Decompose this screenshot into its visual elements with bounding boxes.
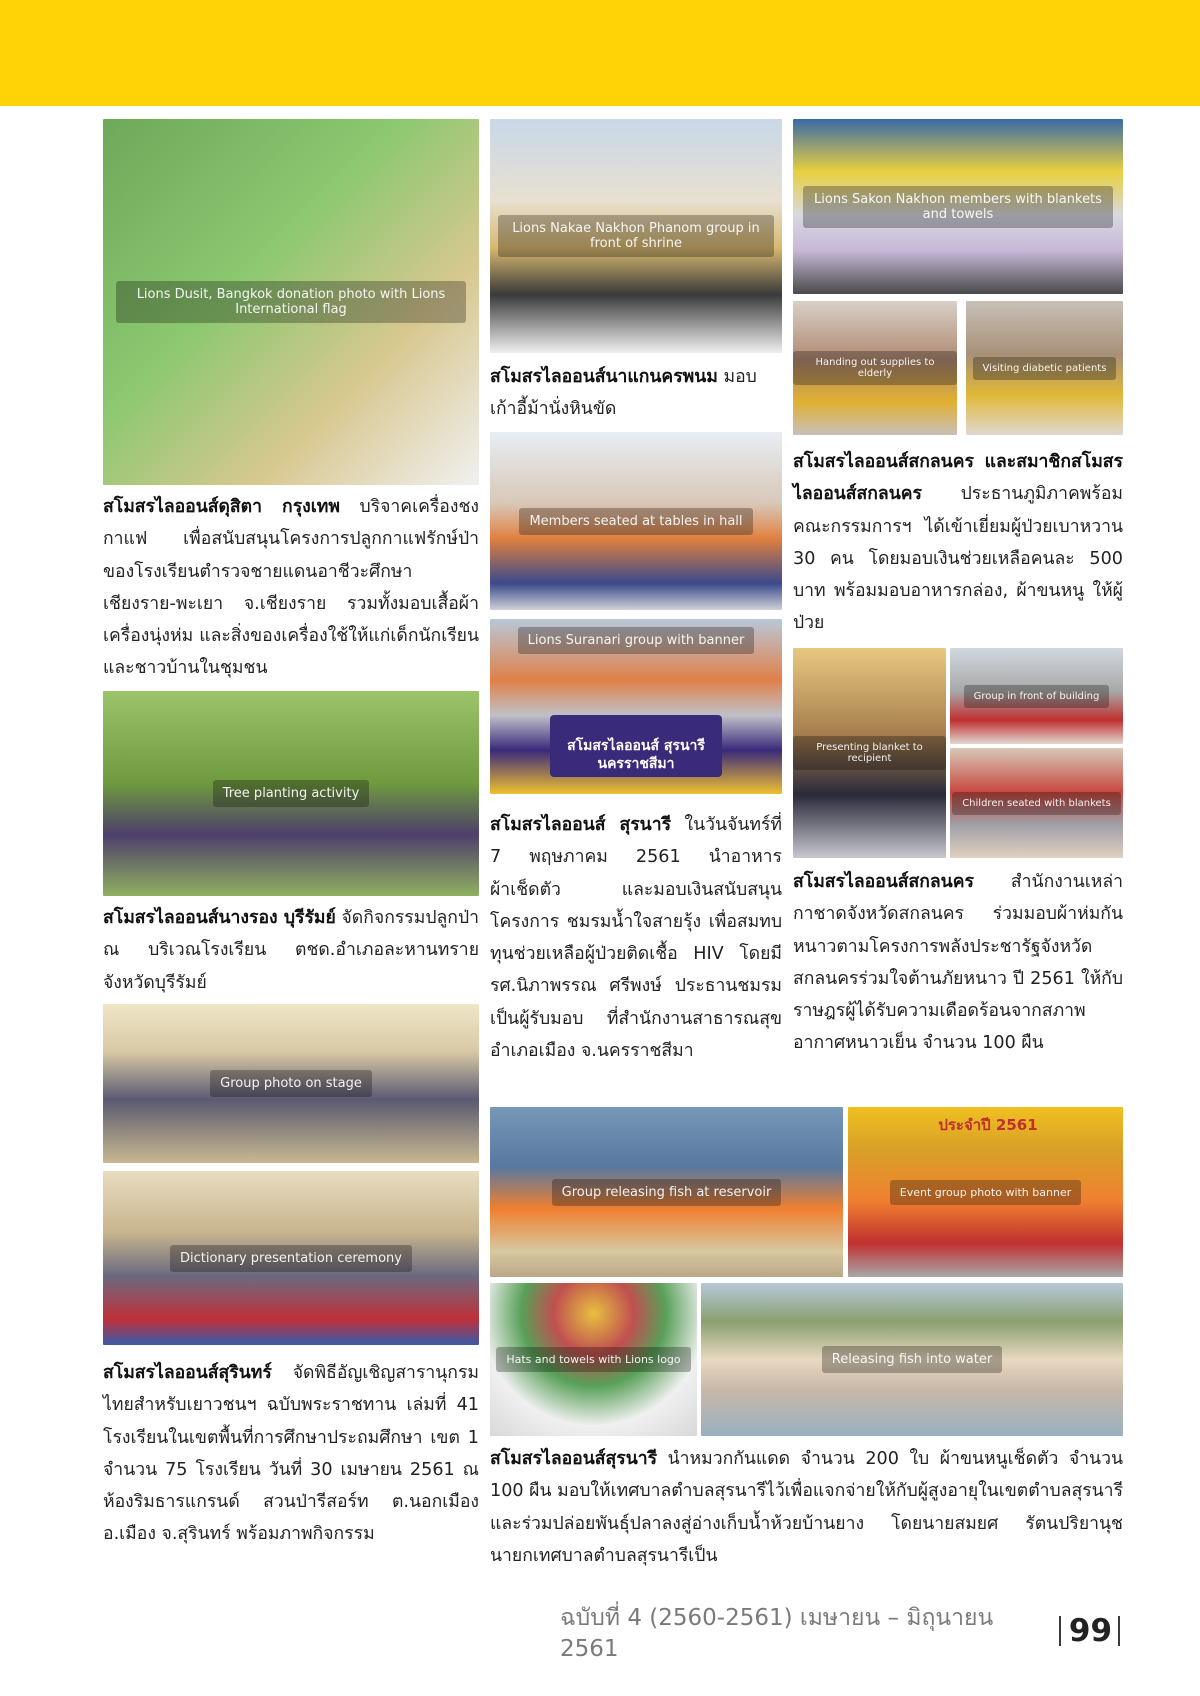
page-footer: [560, 1605, 1120, 1662]
issue-info: ฉบับที่ 4 (2560-2561) เมษายน – มิถุนายน 2561: [560, 1605, 994, 1662]
footer-divider-right: [1118, 1616, 1120, 1646]
photo-suranari-banner: สโมสรไลออนส์ สุรนารี นครราชสีมา Lions Suranari group with banner: [490, 619, 782, 794]
photo-children-blankets: Children seated with blankets: [950, 748, 1123, 858]
caption-suranari-hiv: สโมสรไลออนส์ สุรนารี ในวันจันทร์ที่ 7 พฤษภาคม 2561 นำอาหาร ผ้าเช็ดตัว และมอบเงินสนับสนุนโครงการ ชมรมน้ำใจสายรุ้ง เพื่อสมทบทุนช่วยเหลือผู้ป่วยติดเชื้อ HIV โดยมี รศ.นิภาพรรณ ศรีพงษ์ ประธานชมรมเป็นผู้รับมอบ ที่สำนักงานสาธารณสุข อำเภอเมือง จ.นครราชสีมา: [490, 815, 782, 1062]
banner-2561: ประจำปี 2561: [938, 1116, 1038, 1134]
caption-suranari-fish: สโมสรไลออนส์สุรนารี นำหมวกกันแดด จำนวน 200 ใบ ผ้าขนหนูเช็ดตัว จำนวน 100 ผืน มอบให้เทศบาลตำบลสุรนารีไว้เพื่อแจกจ่ายให้กับผู้สูงอายุในเขตตำบลสุรนารี และร่วมปล่อยพันธุ์ปลาลงสู่อ่างเก็บน้ำห้วยบ้านยาง โดยนายสมยศ รัตนปริยานุช นายกเทศบาลตำบลสุรนารีเป็น: [490, 1449, 1124, 1566]
photo-lions-dusit: Lions Dusit, Bangkok donation photo with Lions International flag: [103, 119, 479, 485]
photo-event-banner: ประจำปี 2561 Event group photo with banner: [848, 1107, 1123, 1277]
photo-dictionary-ceremony: Dictionary presentation ceremony: [103, 1171, 479, 1345]
header-bar: [0, 0, 1200, 106]
photo-tree-planting: Tree planting activity: [103, 691, 479, 896]
banner-suranari: สโมสรไลออนส์ สุรนารี นครราชสีมา: [550, 715, 722, 777]
footer-divider: [1059, 1616, 1061, 1646]
photo-hats-towels: Hats and towels with Lions logo: [490, 1283, 697, 1436]
caption-sakon-blankets: สโมสรไลออนส์สกลนคร สำนักงานเหล่ากาชาดจังหวัดสกลนคร ร่วมมอบผ้าห่มกันหนาวตามโครงการพลังประชารัฐจังหวัด สกลนครร่วมใจต้านภัยหนาว ปี 2561 ให้กับราษฎรผู้ได้รับความเดือดร้อนจากสภาพอากาศหนาวเย็น จำนวน 100 ผืน: [793, 872, 1123, 1054]
caption-nakae: สโมสรไลออนส์นาแกนครพนม มอบเก้าอี้ม้านั่งหินขัด: [490, 367, 757, 420]
photo-nakae-shrine: Lions Nakae Nakhon Phanom group in front of shrine: [490, 119, 782, 353]
caption-surin: สโมสรไลออนส์สุรินทร์ จัดพิธีอัญเชิญสารานุกรมไทยสำหรับเยาวชนฯ ฉบับพระราชทาน เล่มที่ 41 โรงเรียนในเขตพื้นที่การศึกษาประถมศึกษา เขต 1 จำนวน 75 โรงเรียน วันที่ 30 เมษายน 2561 ณ ห้องริมธารแกรนด์ สวนป่ารีสอร์ท ต.นอกเมือง อ.เมือง จ.สุรินทร์ พร้อมภาพกิจกรรม: [103, 1363, 479, 1545]
photo-fish-release-group: Group releasing fish at reservoir: [490, 1107, 843, 1277]
photo-hall-tables: Members seated at tables in hall: [490, 432, 782, 610]
caption-sakon-diabetic: สโมสรไลออนส์สกลนคร และสมาชิกสโมสรไลออนส์สกลนคร ประธานภูมิภาคพร้อมคณะกรรมการฯ ได้เข้าเยี่ยมผู้ป่วยเบาหวาน 30 คน โดยมอบเงินช่วยเหลือคนละ 500 บาท พร้อมมอบอาหารกล่อง, ผ้าขนหนู ให้ผู้ป่วย: [793, 452, 1123, 634]
photo-handing-supplies: Handing out supplies to elderly: [793, 301, 957, 435]
photo-diabetic-visit: Visiting diabetic patients: [966, 301, 1123, 435]
photo-fish-into-water: Releasing fish into water: [701, 1283, 1123, 1436]
photo-sakon-towels: Lions Sakon Nakhon members with blankets and towels: [793, 119, 1123, 294]
caption-nangrong: สโมสรไลออนส์นางรอง บุรีรัมย์ จัดกิจกรรมปลูกป่า ณ บริเวณโรงเรียน ตชด.อำเภอละหานทราย จังหวัดบุรีรัมย์: [103, 908, 479, 993]
photo-blanket-presentation: Presenting blanket to recipient: [793, 648, 946, 858]
photo-stage-group: Group photo on stage: [103, 1004, 479, 1163]
page-number: 99: [1068, 1613, 1113, 1649]
caption-dusit: สโมสรไลออนส์ดุสิตา กรุงเทพ บริจาคเครื่องชงกาแฟ เพื่อสนับสนุนโครงการปลูกกาแฟรักษ์ป่า ของโรงเรียนตำรวจชายแดนอาชีวะศึกษาเชียงราย-พะเยา จ.เชียงราย รวมทั้งมอบเสื้อผ้าเครื่องนุ่งห่ม และสิ่งของเครื่องใช้ให้แก่เด็กนักเรียนและชาวบ้านในชุมชน: [103, 497, 479, 679]
photo-building-group: Group in front of building: [950, 648, 1123, 744]
